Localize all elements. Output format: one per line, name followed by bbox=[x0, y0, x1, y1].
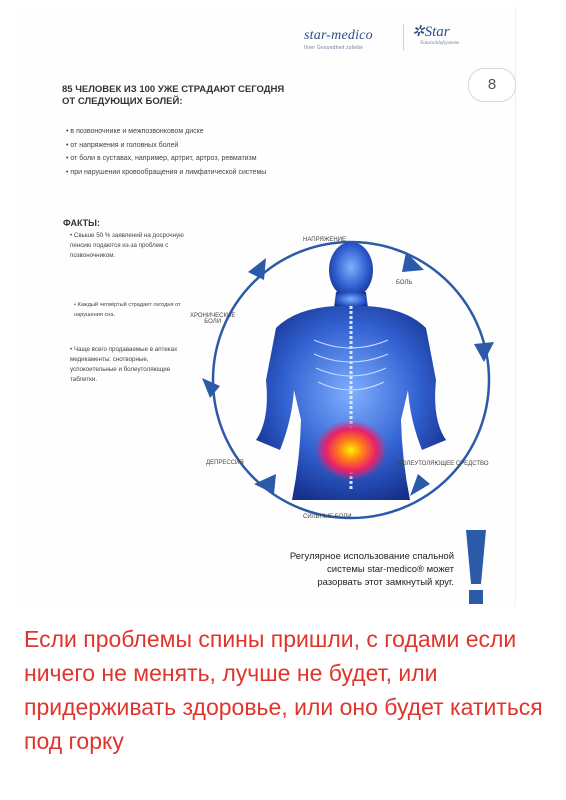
arrow-icon bbox=[254, 474, 276, 494]
conclusion-note bbox=[258, 550, 454, 589]
brand-logos bbox=[300, 14, 500, 54]
cycle-label-tension: НАПРЯЖЕНИЕ bbox=[303, 237, 346, 243]
logo-divider bbox=[403, 24, 404, 50]
logo-left-sub: Ihrer Gesundheit zuliebe bbox=[304, 45, 364, 51]
heading-line-1: 85 ЧЕЛОВЕК ИЗ 100 УЖЕ СТРАДАЮТ СЕГОДНЯ bbox=[62, 84, 285, 95]
list-item: • от напряжения и головных болей bbox=[66, 139, 266, 153]
logo-right-text: Star bbox=[424, 24, 450, 40]
chronic-line-2: БОЛИ bbox=[204, 319, 222, 325]
page-number: 8 bbox=[468, 68, 516, 102]
arrow-icon bbox=[474, 342, 494, 362]
arrow-icon bbox=[410, 474, 430, 496]
list-item: • при нарушении кровообращения и лимфатической системы bbox=[66, 166, 266, 180]
facts-title: ФАКТЫ: bbox=[63, 218, 100, 228]
chronic-line-1: ХРОНИЧЕСКИЕ bbox=[190, 313, 236, 319]
logo-left-text: star-medico bbox=[304, 28, 373, 43]
arrow-icon bbox=[202, 378, 220, 398]
star-icon: ✲ bbox=[412, 24, 425, 40]
cycle-label-chronic bbox=[190, 313, 235, 325]
note-line-2: системы star-medico® может bbox=[327, 564, 454, 575]
caption-text: Если проблемы спины пришли, с годами если ничего не менять, лучше не будет, или придерживать здоровье, или оно будет катиться под горку bbox=[24, 626, 543, 754]
exclamation-icon bbox=[462, 528, 490, 608]
star-logo bbox=[412, 22, 459, 46]
note-line-3: разорвать этот замкнутый круг. bbox=[317, 577, 454, 588]
left-margin bbox=[0, 0, 18, 610]
cycle-label-strong-pain: СИЛЬНЫЕ БОЛИ bbox=[303, 514, 352, 520]
page-heading bbox=[62, 84, 362, 108]
pain-cycle-diagram bbox=[196, 230, 506, 540]
heading-line-2: ОТ СЛЕДУЮЩИХ БОЛЕЙ: bbox=[62, 96, 183, 107]
cycle-label-pain: БОЛЬ bbox=[396, 280, 413, 286]
logo-right-sub: Naturschlafsysteme bbox=[420, 41, 460, 46]
cycle-label-painkiller: БОЛЕУТОЛЯЮЩЕЕ СРЕДСТВО bbox=[398, 461, 489, 467]
list-item: • в позвоночнике и межпозвонковом диске bbox=[66, 125, 266, 139]
fact-item: • Каждый четвёртый страдает сегодня от нарушения сна. bbox=[74, 302, 181, 318]
arrow-icon bbox=[248, 258, 266, 280]
star-medico-logo bbox=[304, 28, 373, 51]
fact-item: • Чаще всего продаваемые в аптеках медикаменты: снотворные, успокоительные и болеутоляющие таблетки. bbox=[70, 346, 178, 383]
list-item: • от боли в суставах, например, артрит, артроз, ревматизм bbox=[66, 152, 266, 166]
pains-list bbox=[66, 125, 266, 179]
fact-item: • Свыше 50 % заявлений на досрочную пенсию подаются из-за проблем с позвоночником. bbox=[70, 232, 184, 259]
note-line-1: Регулярное использование спальной bbox=[289, 551, 454, 562]
cycle-label-depression: ДЕПРЕССИЯ bbox=[206, 460, 244, 466]
